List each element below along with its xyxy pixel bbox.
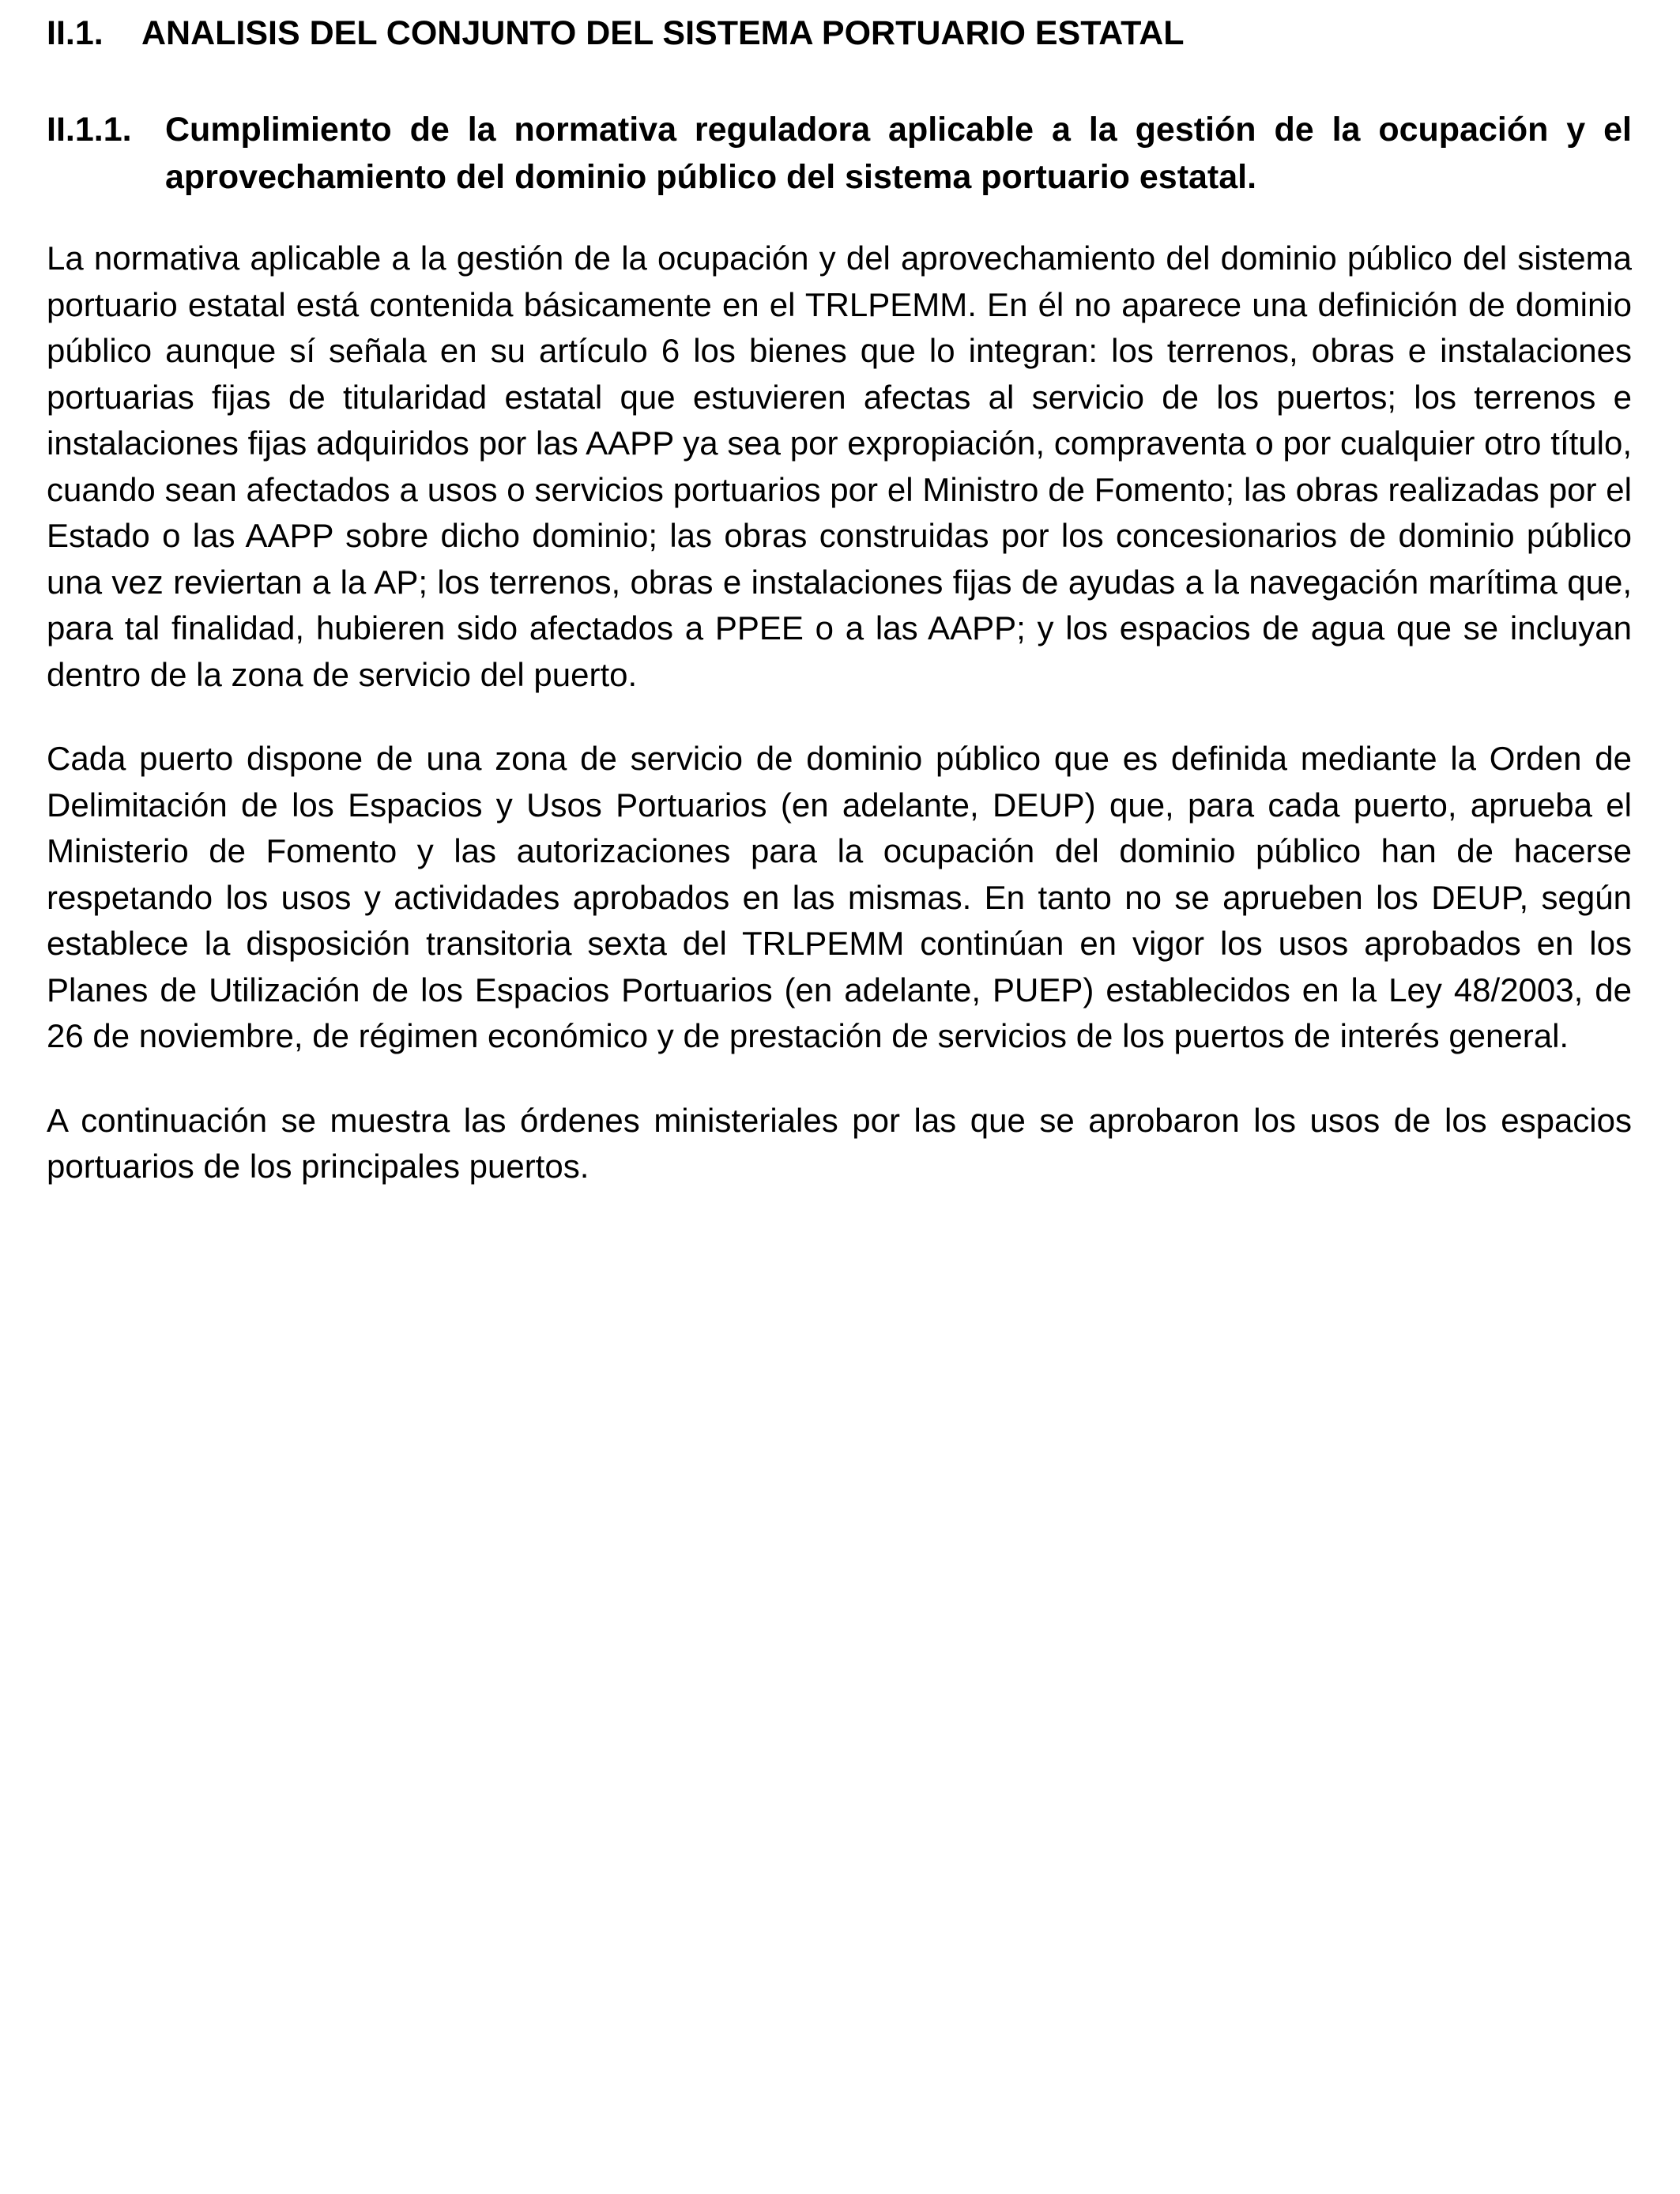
subsection-title: Cumplimiento de la normativa reguladora aplicable a la gestión de la ocupación y el aprovechamiento del dominio público del sistema portuario estatal. [165,111,1632,196]
body-paragraph-3: A continuación se muestra las órdenes ministeriales por las que se aprobaron los usos de los espacios portuarios de los principales puertos. [47,1101,1632,1185]
section-title: ANALISIS DEL CONJUNTO DEL SISTEMA PORTUARIO ESTATAL [141,14,1185,52]
section-number: II.1. [47,14,104,52]
section-heading [47,11,1632,55]
body-paragraph-1: La normativa aplicable a la gestión de la ocupación y del aprovechamiento del dominio público del sistema portuario estatal está contenida básicamente en el TRLPEMM. En él no aparece una definición de dominio público aunque sí señala en su artículo 6 los bienes que lo integran: los terrenos, obras e instalaciones portuarias fijas de titularidad estatal que estuvieren afectas al servicio de los puertos; los terrenos e instalaciones fijas adquiridos por las AAPP ya sea por expropiación, compraventa o por cualquier otro título, cuando sean afectados a usos o servicios portuarios por el Ministro de Fomento; las obras realizadas por el Estado o las AAPP sobre dicho dominio; las obras construidas por los concesionarios de dominio público una vez reviertan a la AP; los terrenos, obras e instalaciones fijas de ayudas a la navegación marítima que, para tal finalidad, hubieren sido afectados a PPEE o a las AAPP; y los espacios de agua que se incluyan dentro de la zona de servicio del puerto. [47,239,1632,693]
subsection-heading [47,106,1632,201]
body-paragraph-2: Cada puerto dispone de una zona de servicio de dominio público que es definida mediante la Orden de Delimitación de los Espacios y Usos Portuarios (en adelante, DEUP) que, para cada puerto, aprueba el Ministerio de Fomento y las autorizaciones para la ocupación del dominio público han de hacerse respetando los usos y actividades aprobados en las mismas. En tanto no se aprueben los DEUP, según establece la disposición transitoria sexta del TRLPEMM continúan en vigor los usos aprobados en los Planes de Utilización de los Espacios Portuarios (en adelante, PUEP) establecidos en la Ley 48/2003, de 26 de noviembre, de régimen económico y de prestación de servicios de los puertos de interés general. [47,740,1632,1054]
subsection-number: II.1.1. [47,111,132,149]
document-page [47,11,1632,1228]
